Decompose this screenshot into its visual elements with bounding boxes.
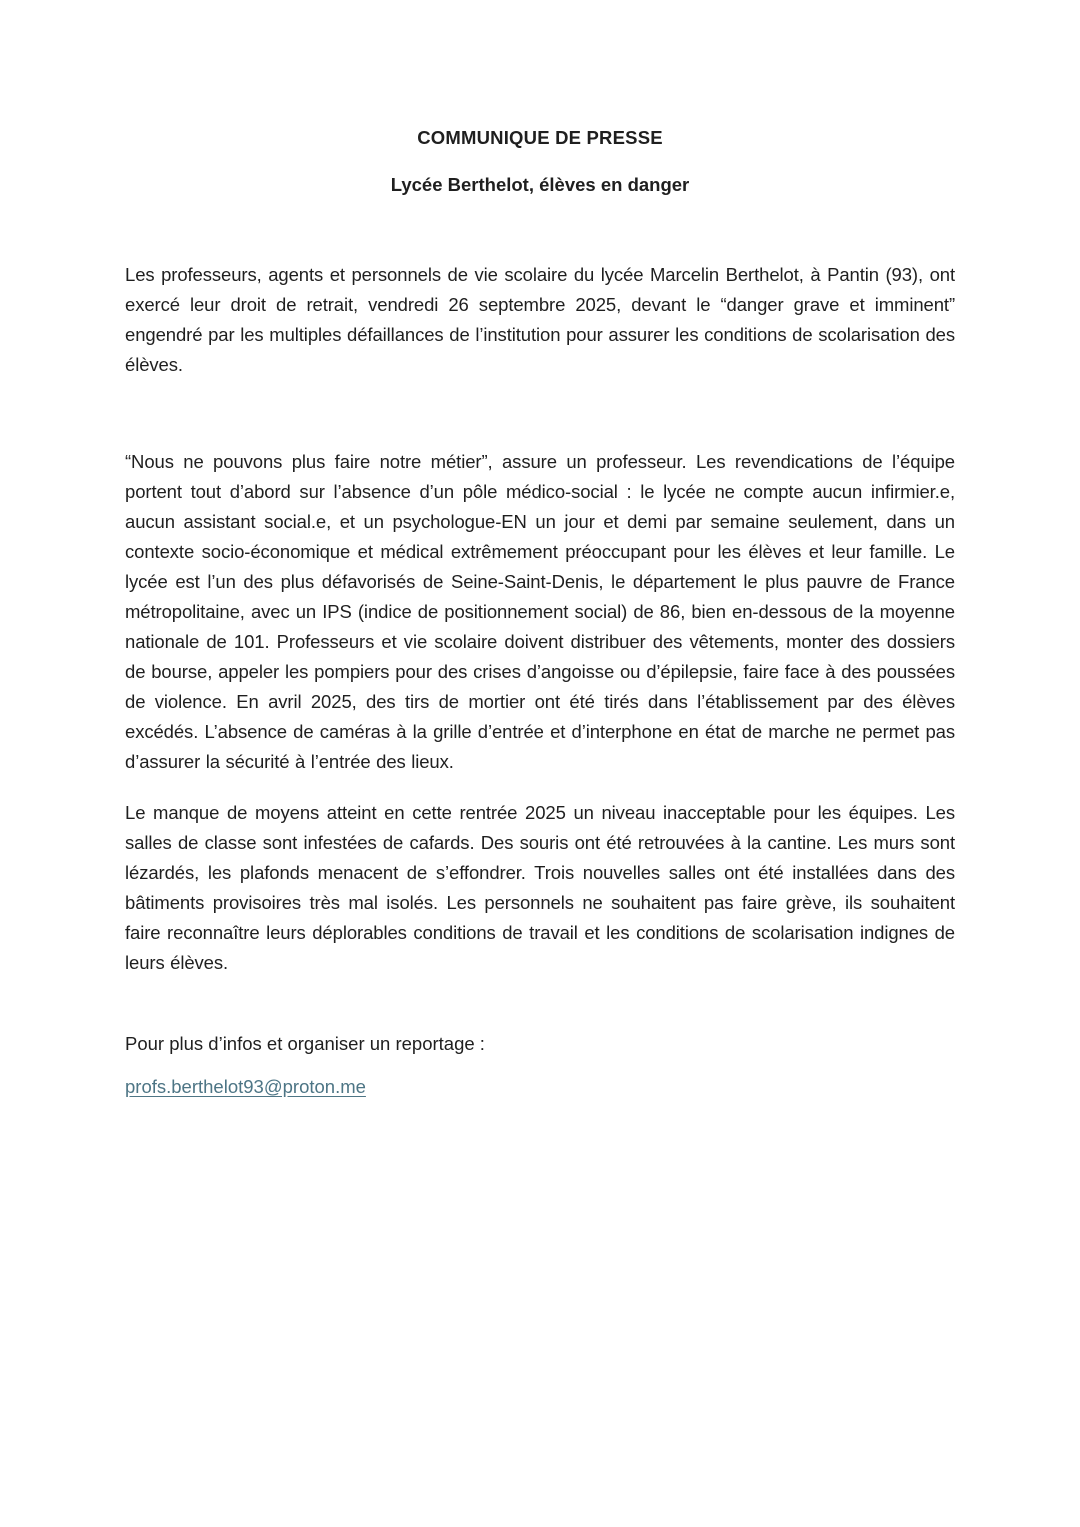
email-link[interactable]: profs.berthelot93@proton.me <box>125 1076 366 1097</box>
paragraph-revendications: “Nous ne pouvons plus faire notre métier”, assure un professeur. Les revendications de l’équipe portent tout d’abord sur l’absence d’un pôle médico-social : le lycée ne compte aucun infirmier.e, aucun assistant social.e, et un psychologue-EN un jour et demi par semaine seulement, dans un contexte socio-économique et médical extrêmement préoccupant pour les élèves et leur famille. Le lycée est l’un des plus défavorisés de Seine-Saint-Denis, le département le plus pauvre de France métropolitaine, avec un IPS (indice de positionnement social) de 86, bien en-dessous de la moyenne nationale de 101. Professeurs et vie scolaire doivent distribuer des vêtements, monter des dossiers de bourse, appeler les pompiers pour des crises d’angoisse ou d’épilepsie, faire face à des poussées de violence. En avril 2025, des tirs de mortier ont été tirés dans l’établissement par des élèves excédés. L’absence de caméras à la grille d’entrée et d’interphone en état de marche ne permet pas d’assurer la sécurité à l’entrée des lieux. <box>125 451 955 772</box>
document-subtitle: Lycée Berthelot, élèves en danger <box>390 174 690 195</box>
contact-intro: Pour plus d’infos et organiser un reportage : <box>125 1033 485 1054</box>
paragraph-manque-de-moyens: Le manque de moyens atteint en cette rentrée 2025 un niveau inacceptable pour les équipes. Les salles de classe sont infestées de cafards. Des souris ont été retrouvées à la cantine. Les murs sont lézardés, les plafonds menacent de s’effondrer. Trois nouvelles salles ont été installées dans des bâtiments provisoires très mal isolés. Les personnels ne souhaitent pas faire grève, ils souhaitent faire reconnaître leurs déplorables conditions de travail et les conditions de scolarisation indignes de leurs élèves. <box>125 802 955 973</box>
document-title: COMMUNIQUE DE PRESSE <box>417 127 663 148</box>
contact-email-line <box>125 1072 955 1102</box>
paragraph-intro: Les professeurs, agents et personnels de vie scolaire du lycée Marcelin Berthelot, à Pantin (93), ont exercé leur droit de retrait, vendredi 26 septembre 2025, devant le “danger grave et imminent” engendré par les multiples défaillances de l’institution pour assurer les conditions de scolarisation des élèves. <box>125 264 955 375</box>
